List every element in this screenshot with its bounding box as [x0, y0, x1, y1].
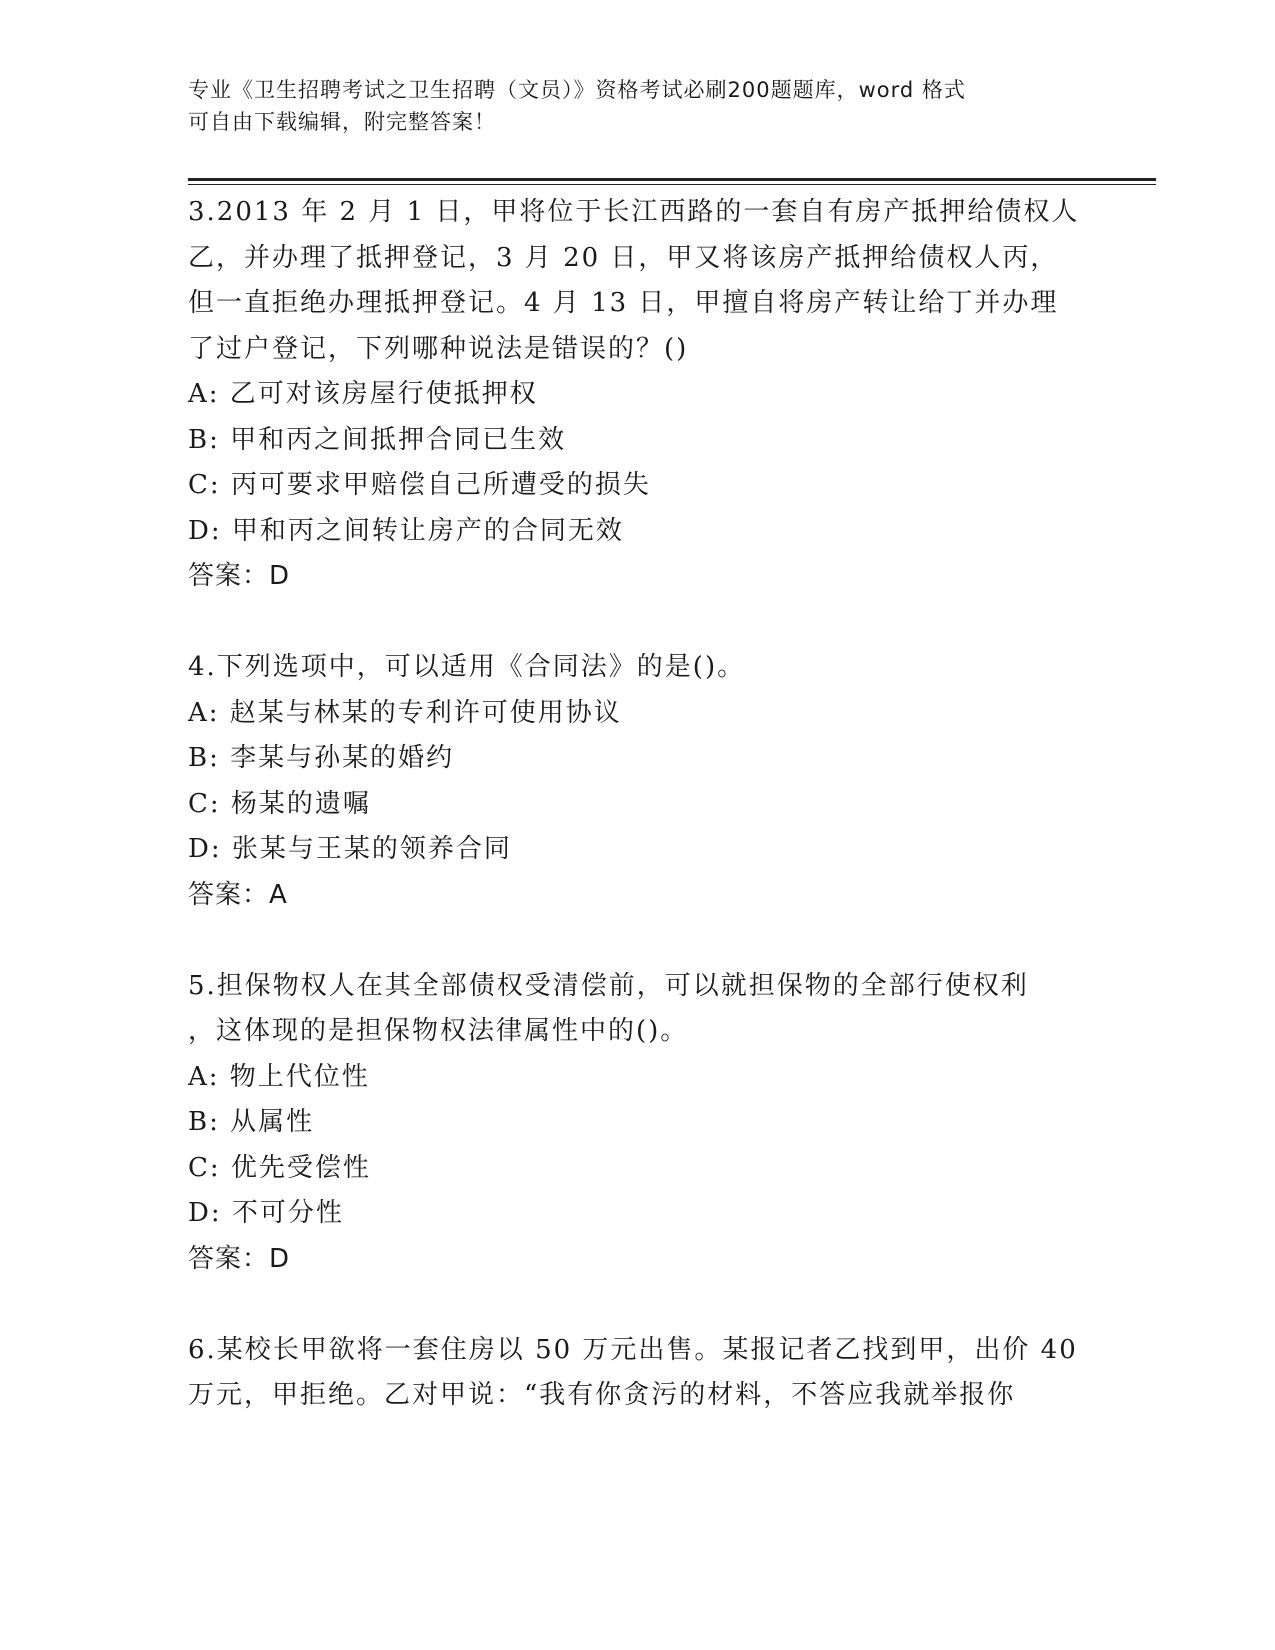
question-stem-line: 3.2013 年 2 月 1 日，甲将位于长江西路的一套自有房产抵押给债权人	[188, 197, 1080, 227]
option-d: D: 张某与王某的领养合同	[188, 834, 512, 864]
question-stem-line: 万元，甲拒绝。乙对甲说：“我有你贪污的材料，不答应我就举报你	[188, 1380, 1016, 1410]
header-line-2: 可自由下载编辑，附完整答案！	[188, 110, 496, 134]
question-stem-line: 4.下列选项中，可以适用《合同法》的是()。	[188, 652, 746, 682]
option-b: B: 从属性	[188, 1107, 315, 1137]
document-header	[188, 74, 1068, 138]
answer: 答案：A	[188, 879, 288, 910]
option-c: C: 丙可要求甲赔偿自己所遭受的损失	[188, 470, 651, 500]
answer: 答案：D	[188, 561, 291, 591]
question-stem-line: 了过户登记，下列哪种说法是错误的？()	[188, 333, 689, 364]
question-4	[188, 645, 1088, 918]
option-d: D: 甲和丙之间转让房产的合同无效	[188, 515, 624, 546]
option-c: C: 杨某的遗嘱	[188, 788, 371, 819]
question-stem-line: ，这体现的是担保物权法律属性中的()。	[188, 1016, 689, 1046]
option-a: A: 乙可对该房屋行使抵押权	[188, 379, 538, 409]
option-d: D: 不可分性	[188, 1198, 344, 1228]
option-c: C: 优先受偿性	[188, 1152, 371, 1183]
option-b: B: 甲和丙之间抵押合同已生效	[188, 424, 567, 455]
option-a: A: 赵某与林某的专利许可使用协议	[188, 697, 622, 728]
option-a: A: 物上代位性	[188, 1061, 370, 1092]
header-divider-thick	[188, 178, 1156, 181]
question-stem-line: 5.担保物权人在其全部债权受清偿前，可以就担保物的全部行使权利	[188, 970, 1029, 1001]
option-b: B: 李某与孙某的婚约	[188, 743, 455, 773]
question-5	[188, 964, 1088, 1283]
answer: 答案：D	[188, 1243, 291, 1274]
question-3	[188, 190, 1088, 600]
question-6	[188, 1328, 1088, 1419]
header-line-1: 专业《卫生招聘考试之卫生招聘（文员）》资格考试必刷200题题库，word 格式	[188, 78, 966, 102]
header-divider-thin	[188, 184, 1156, 185]
question-stem-line: 6.某校长甲欲将一套住房以 50 万元出售。某报记者乙找到甲，出价 40	[188, 1334, 1078, 1365]
question-stem-line: 乙，并办理了抵押登记，3 月 20 日，甲又将该房产抵押给债权人丙，	[188, 242, 1059, 273]
question-stem-line: 但一直拒绝办理抵押登记。4 月 13 日，甲擅自将房产转让给丁并办理	[188, 288, 1059, 318]
question-list	[188, 190, 1088, 1419]
